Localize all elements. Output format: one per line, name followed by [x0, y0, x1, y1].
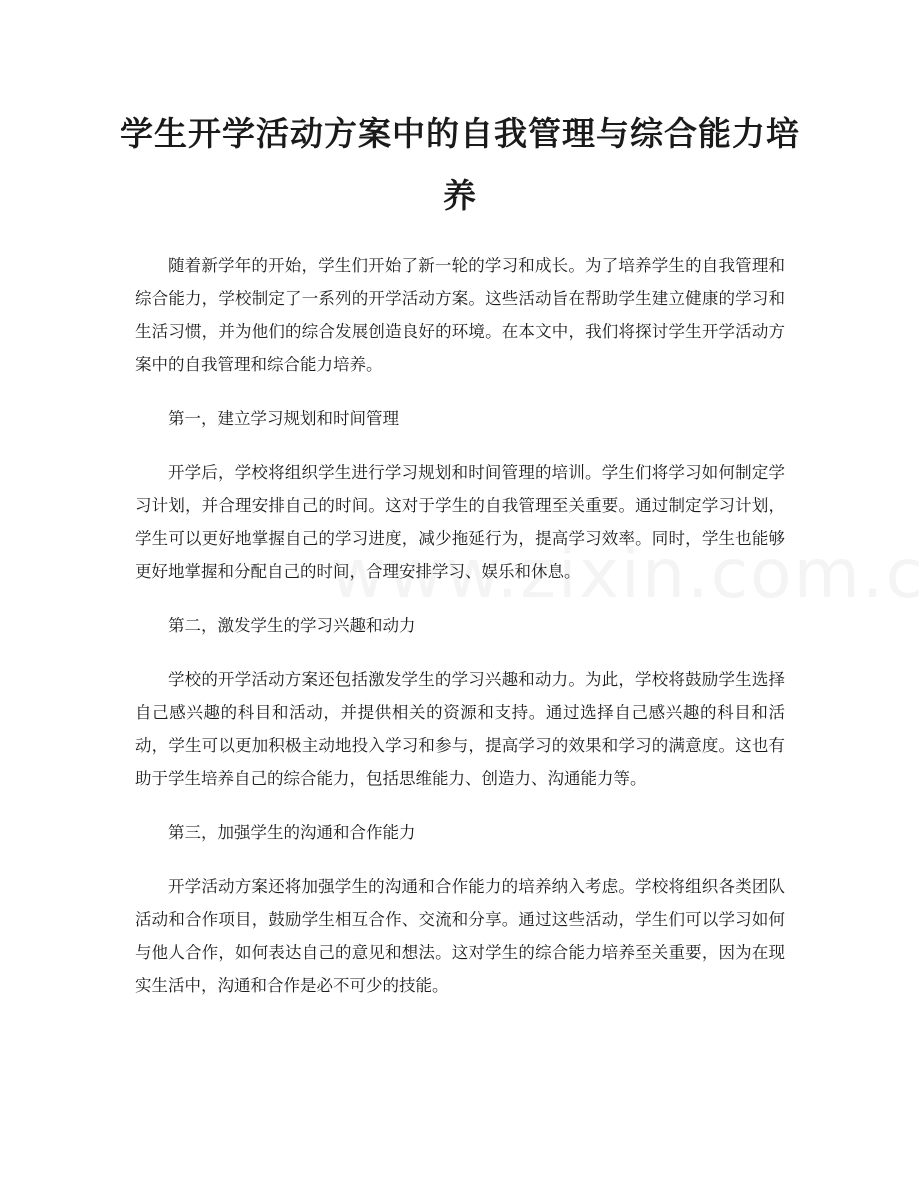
document-title: 学生开学活动方案中的自我管理与综合能力培养	[120, 114, 800, 215]
paragraph-intro: 随着新学年的开始，学生们开始了新一轮的学习和成长。为了培养学生的自我管理和综合能力，学校制定了一系列的开学活动方案。这些活动旨在帮助学生建立健康的学习和生活习惯，并为他们的综合发展创造良好的环境。在本文中，我们将探讨学生开学活动方案中的自我管理和综合能力培养。	[135, 256, 785, 374]
section-heading-1: 第一，建立学习规划和时间管理	[168, 409, 399, 428]
paragraph-section-3: 开学活动方案还将加强学生的沟通和合作能力的培养纳入考虑。学校将组织各类团队活动和合作项目，鼓励学生相互合作、交流和分享。通过这些活动，学生们可以学习如何与他人合作，如何表达自己的意见和想法。这对学生的综合能力培养至关重要，因为在现实生活中，沟通和合作是必不可少的技能。	[135, 877, 785, 995]
document-body	[135, 249, 785, 1023]
paragraph-section-2: 学校的开学活动方案还包括激发学生的学习兴趣和动力。为此，学校将鼓励学生选择自己感兴趣的科目和活动，并提供相关的资源和支持。通过选择自己感兴趣的科目和活动，学生可以更加积极主动地投入学习和参与，提高学习的效果和学习的满意度。这也有助于学生培养自己的综合能力，包括思维能力、创造力、沟通能力等。	[135, 670, 785, 788]
section-heading-2: 第二，激发学生的学习兴趣和动力	[168, 616, 416, 635]
paragraph-section-1: 开学后，学校将组织学生进行学习规划和时间管理的培训。学生们将学习如何制定学习计划，并合理安排自己的时间。这对于学生的自我管理至关重要。通过制定学习计划，学生可以更好地掌握自己的学习进度，减少拖延行为，提高学习效率。同时，学生也能够更好地掌握和分配自己的时间，合理安排学习、娱乐和休息。	[135, 463, 785, 581]
section-heading-3: 第三，加强学生的沟通和合作能力	[168, 823, 416, 842]
